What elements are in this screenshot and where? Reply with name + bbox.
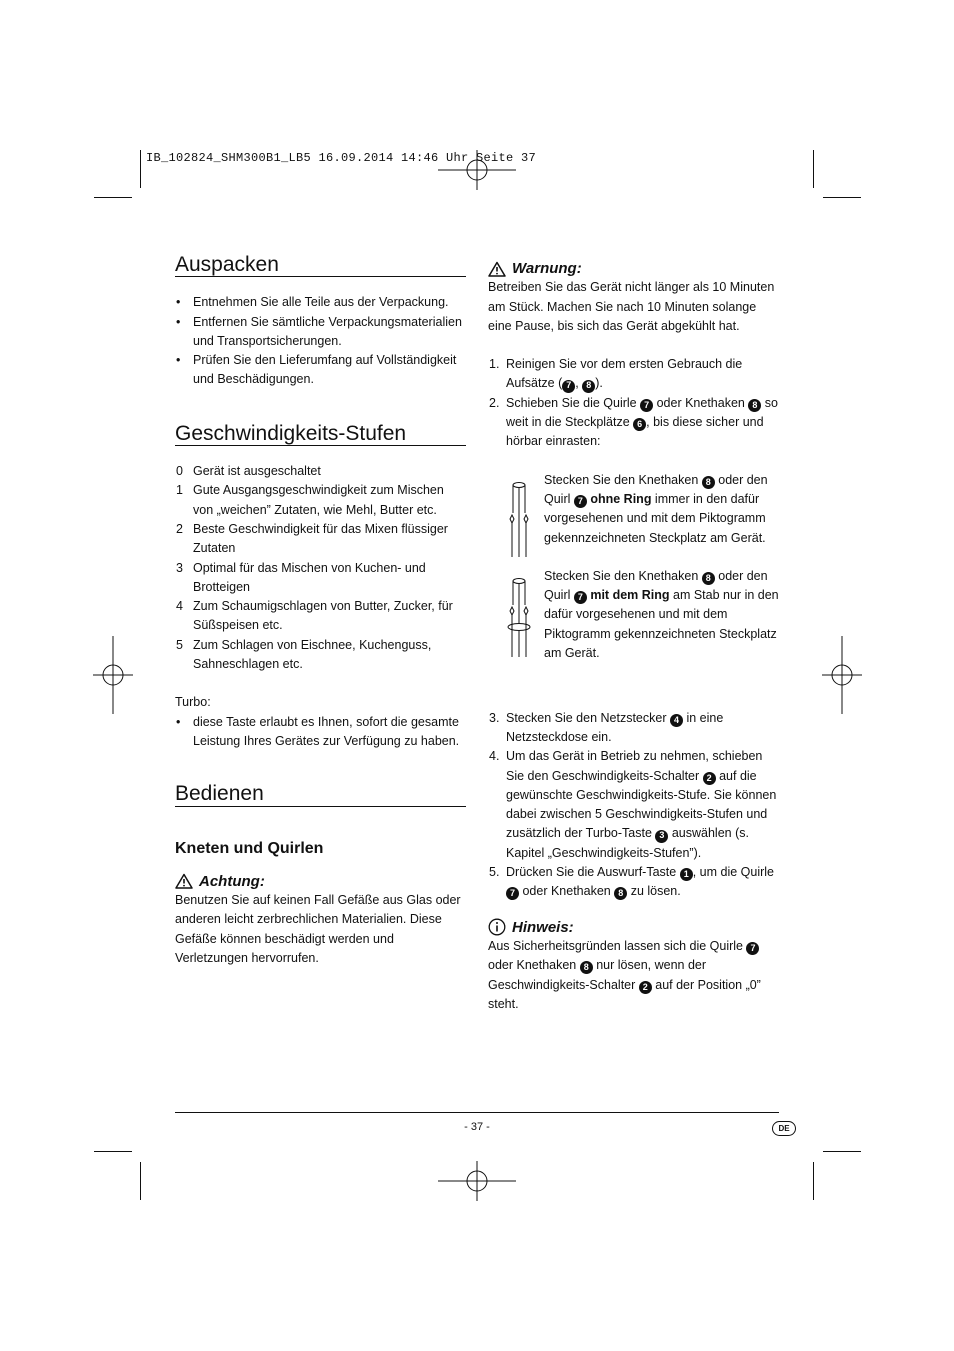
turbo-list: [175, 713, 467, 752]
warnung-heading: Warnung:: [488, 259, 780, 278]
steps-list-continued: [488, 709, 780, 902]
list-item: 0 Gerät ist ausgeschaltet: [176, 464, 321, 479]
footer-rule: [175, 1112, 779, 1113]
section-bedienen-heading: [175, 784, 466, 806]
part-number-badge: 7: [746, 942, 759, 955]
part-number-badge: 7: [562, 380, 575, 393]
list-item: • Prüfen Sie den Lieferumfang auf Vollständigkeit und Beschädigungen.: [175, 351, 467, 390]
registration-mark-right-icon: [822, 636, 862, 714]
registration-mark-bottom-icon: [438, 1161, 516, 1201]
list-item: • diese Taste erlaubt es Ihnen, sofort die gesamte Leistung Ihres Gerätes zur Verfügung zu haben.: [175, 713, 467, 752]
list-item: 1 Gute Ausgangsgeschwindigkeit zum Mischen von „weichen” Zutaten, wie Mehl, Butter etc.: [176, 483, 444, 517]
warning-icon: [175, 873, 193, 889]
achtung-heading: Achtung:: [175, 872, 467, 891]
part-number-badge: 6: [633, 418, 646, 431]
part-number-badge: 8: [582, 380, 595, 393]
part-number-badge: 7: [640, 399, 653, 412]
list-item: 4 Zum Schaumigschlagen von Butter, Zucker, für Süßspeisen etc.: [176, 599, 453, 633]
page-number: - 37 -: [464, 1121, 490, 1133]
part-number-badge: 8: [702, 572, 715, 585]
part-number-badge: 7: [574, 591, 587, 604]
print-slug: IB_102824_SHM300B1_LB5 16.09.2014 14:46 Uhr Seite 37: [146, 151, 537, 165]
part-number-badge: 7: [506, 887, 519, 900]
beater-without-ring-icon: [504, 481, 534, 559]
hinweis-heading: Hinweis:: [488, 918, 780, 937]
steps-list: [488, 355, 780, 451]
list-item: 3. Stecken Sie den Netzstecker 4 in eine Netzsteckdose ein.: [489, 710, 724, 744]
part-number-badge: 4: [670, 714, 683, 727]
part-number-badge: 3: [655, 830, 668, 843]
right-column: [488, 259, 780, 1014]
figure-caption-without-ring: Stecken Sie den Knethaken 8 oder den Quirl 7 ohne Ring immer in den dafür vorgesehenen und mit dem Piktogramm gekennzeichneten Steckplatz am Gerät.: [544, 472, 768, 545]
hinweis-text: Aus Sicherheitsgründen lassen sich die Quirle 7 oder Knethaken 8 nur lösen, wenn der Geschwindigkeits-Schalter 2 auf der Position „0” steht.: [488, 938, 761, 1011]
turbo-label: Turbo:: [175, 695, 211, 710]
speed-levels-list: [175, 462, 467, 674]
figures-block: [488, 471, 780, 663]
part-number-badge: 2: [703, 772, 716, 785]
section-title: Bedienen: [175, 782, 264, 806]
list-item: 2. Schieben Sie die Quirle 7 oder Knethaken 8 so weit in die Steckplätze 6 , bis diese sicher und hörbar einrasten:: [489, 395, 779, 449]
list-item: 5 Zum Schlagen von Eischnee, Kuchenguss, Sahneschlagen etc.: [176, 637, 432, 672]
warning-icon: [488, 261, 506, 277]
part-number-badge: 2: [639, 981, 652, 994]
achtung-text: Benutzen Sie auf keinen Fall Gefäße aus Glas oder anderen leicht zerbrechlichen Materialien. Diese Gefäße können beschädigt werden und Verletzungen hervorrufen.: [175, 893, 461, 966]
part-number-badge: 8: [702, 476, 715, 489]
figure-caption-with-ring: Stecken Sie den Knethaken 8 oder den Quirl 7 mit dem Ring am Stab nur in den dafür vorgesehenen und mit dem Piktogramm gekennzeichneten Steckplatz am Gerät.: [544, 568, 779, 660]
part-number-badge: 7: [574, 495, 587, 508]
beater-with-ring-icon: [504, 577, 534, 659]
auspacken-list: [175, 293, 467, 389]
list-item: • Entnehmen Sie alle Teile aus der Verpackung.: [175, 293, 467, 312]
part-number-badge: 8: [614, 887, 627, 900]
list-item: 3 Optimal für das Mischen von Kuchen- und Brotteigen: [176, 560, 426, 594]
language-badge: DE: [772, 1121, 796, 1136]
part-number-badge: 8: [748, 399, 761, 412]
part-number-badge: 1: [680, 868, 693, 881]
section-auspacken-heading: [175, 255, 466, 277]
part-number-badge: 8: [580, 961, 593, 974]
list-item: 4. Um das Gerät in Betrieb zu nehmen, schieben Sie den Geschwindigkeits-Schalter 2 auf die gewünschte Geschwindigkeits-Stufe. Sie können dabei zwischen 5 Geschwindigkeits-Stufen und zusätzlich der Turbo-Taste 3 auswählen (s. Kapitel „Geschwindigkeits-Stufen”).: [489, 749, 777, 860]
section-title: Auspacken: [175, 253, 279, 276]
list-item: 5. Drücken Sie die Auswurf-Taste 1 , um die Quirle 7 oder Knethaken 8 zu lösen.: [488, 863, 780, 902]
section-title: Geschwindigkeits-Stufen: [175, 421, 407, 445]
registration-mark-left-icon: [93, 636, 133, 714]
warnung-text: Betreiben Sie das Gerät nicht länger als 10 Minuten am Stück. Machen Sie nach 10 Minuten solange eine Pause, bis sich das Gerät abgekühlt hat.: [488, 280, 775, 333]
left-column: [175, 255, 467, 968]
section-stufen-heading: [175, 421, 466, 446]
list-item: 1. Reinigen Sie vor dem ersten Gebrauch die Aufsätze ( 7 , 8 ).: [488, 355, 780, 394]
info-icon: [488, 918, 506, 936]
list-item: 2 Beste Geschwindigkeit für das Mixen flüssiger Zutaten: [176, 521, 448, 556]
subsection-title: Kneten und Quirlen: [175, 839, 324, 857]
list-item: • Entfernen Sie sämtliche Verpackungsmaterialien und Transportsicherungen.: [175, 313, 467, 352]
